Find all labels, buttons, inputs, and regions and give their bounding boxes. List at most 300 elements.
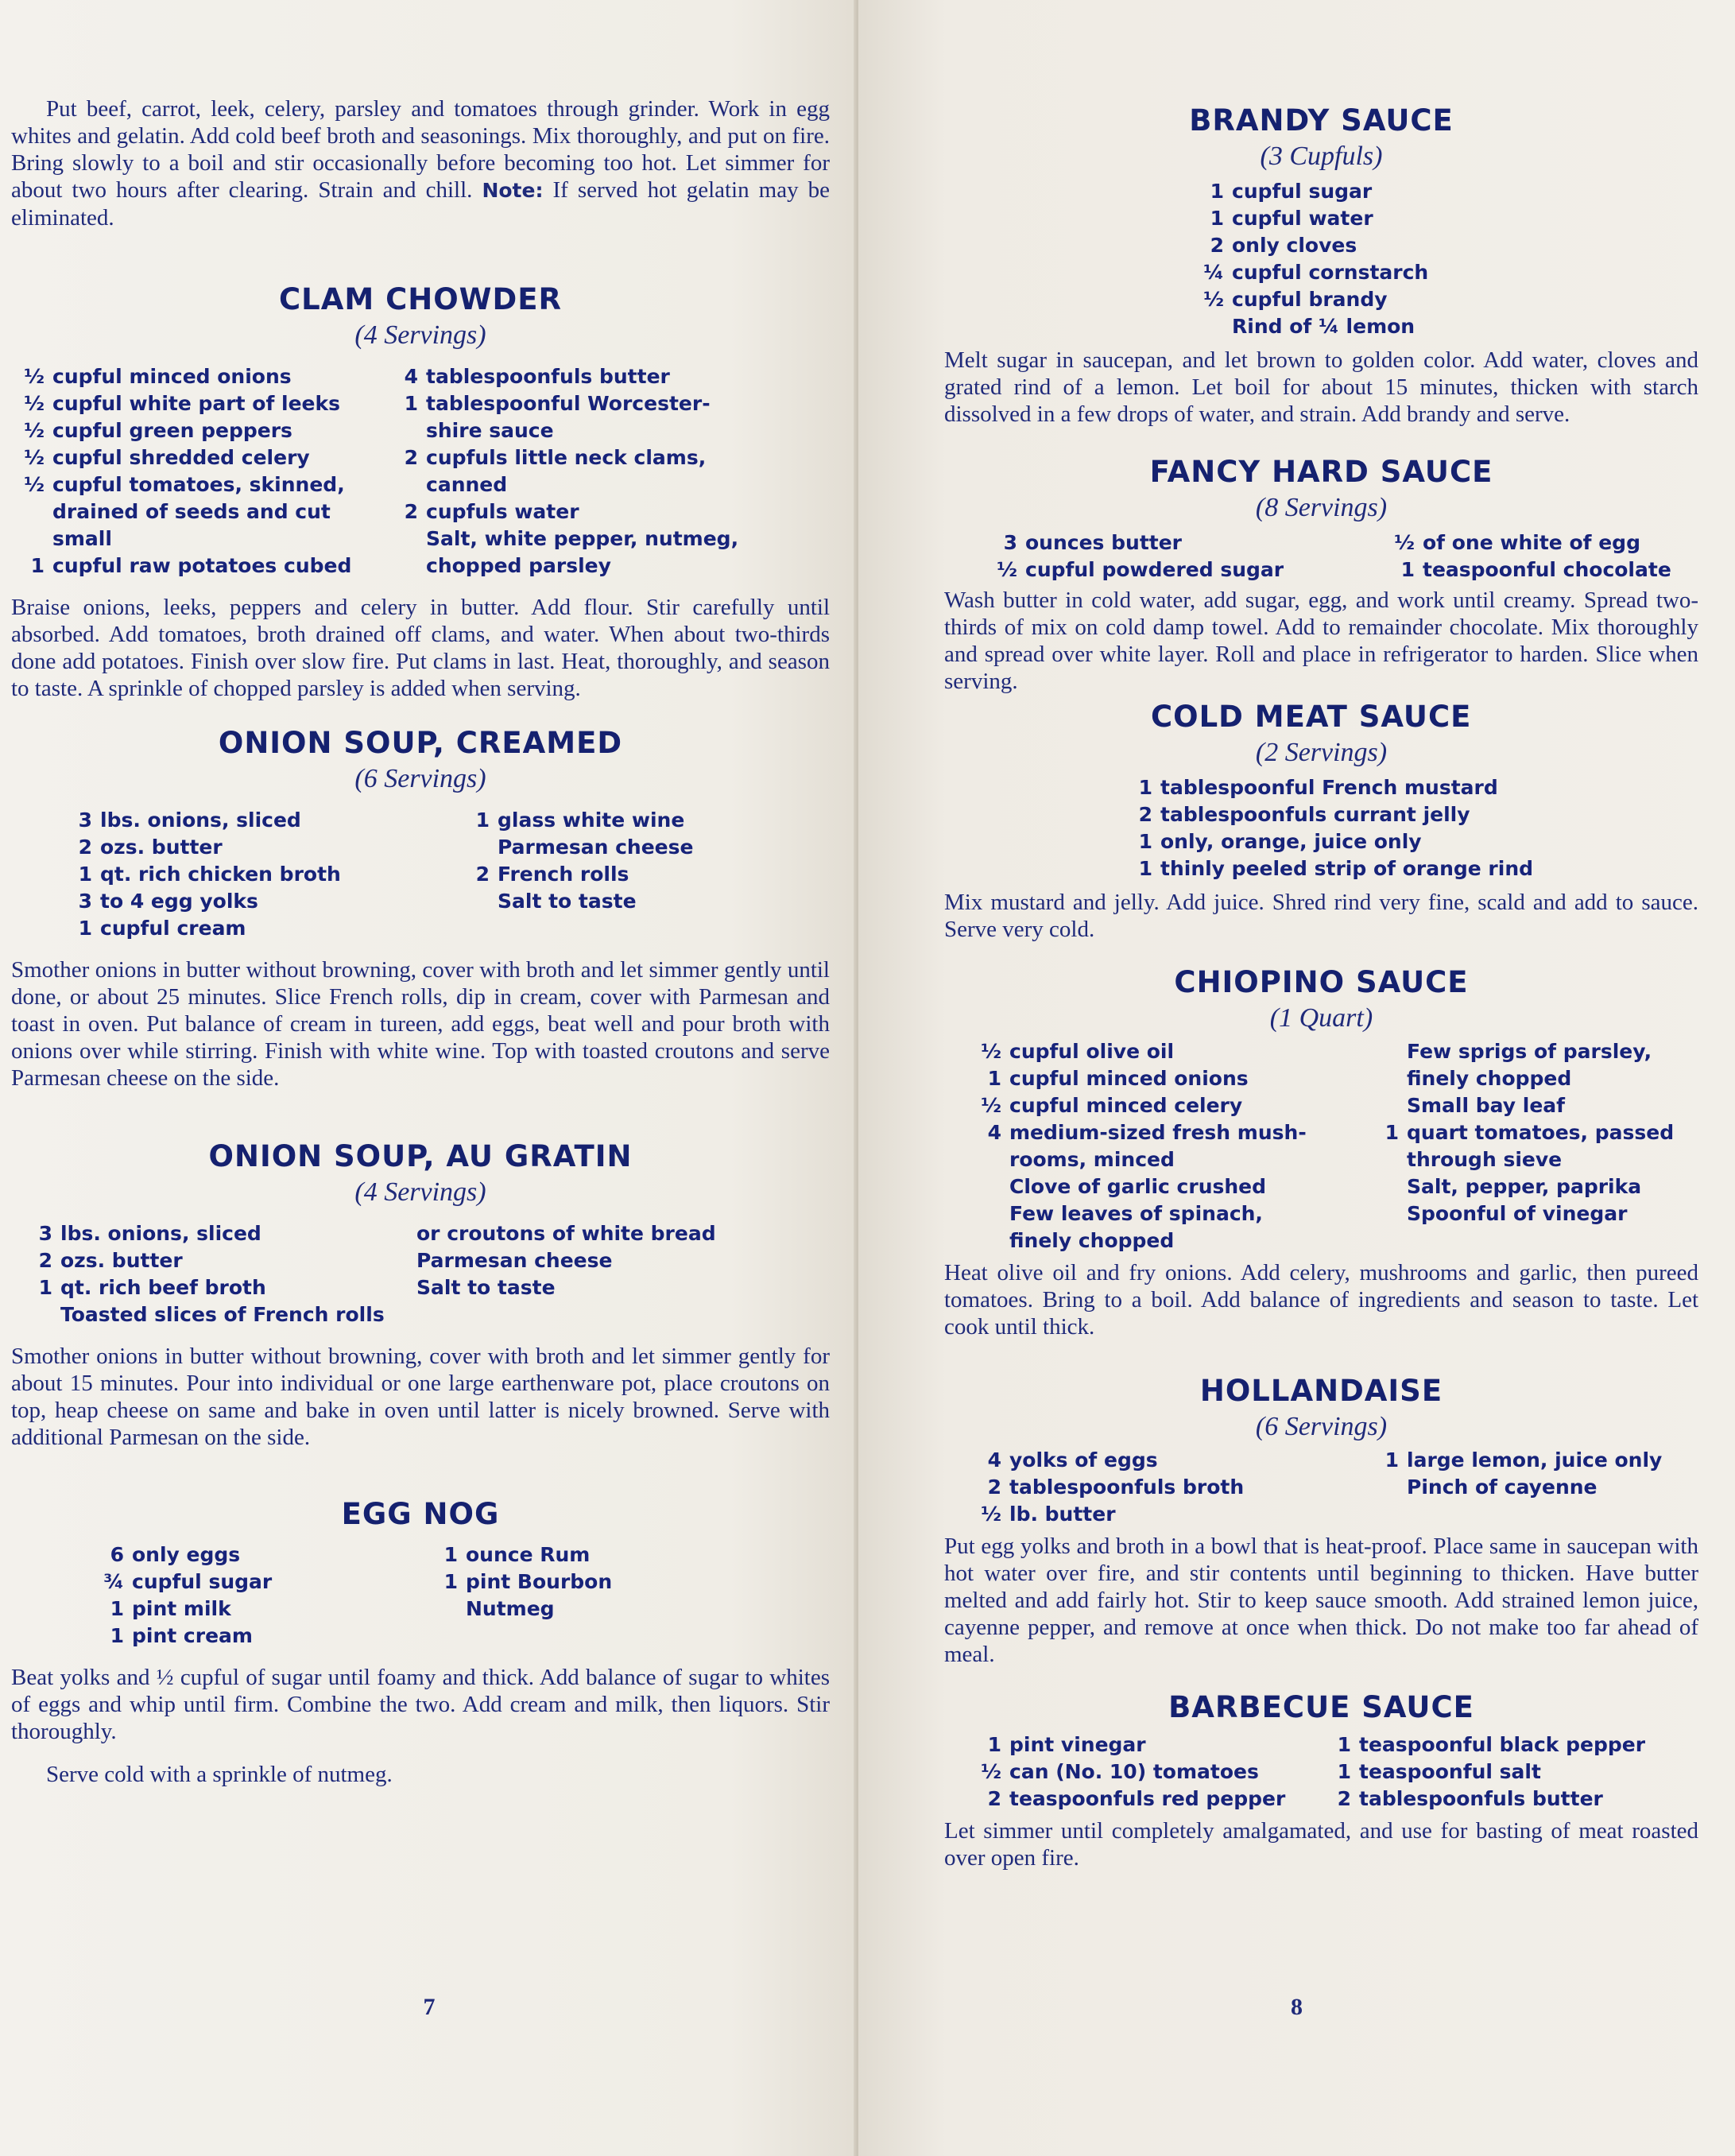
ingredient-line xyxy=(456,807,830,834)
ingredient-text: chopped parsley xyxy=(426,554,611,577)
ingredient-line xyxy=(968,1038,1365,1065)
ingredient-qty xyxy=(968,1173,1009,1200)
ingredient-qty: 1 xyxy=(1210,207,1224,230)
ingredients xyxy=(944,1731,1698,1813)
ingredient-qty: 3 xyxy=(78,890,92,913)
ingredient-text: cupfuls little neck clams, xyxy=(426,446,707,469)
ingredient-line xyxy=(11,363,385,390)
ingredient-qty xyxy=(456,834,498,861)
ingredient-text: Clove of garlic crushed xyxy=(1009,1175,1267,1198)
ingredient-line xyxy=(59,888,456,915)
ingredient-text: cupful white part of leeks xyxy=(52,392,341,415)
recipe-directions: Melt sugar in saucepan, and let brown to golden color. Add water, cloves and grated rind of a lemon. Let boil for about 15 minutes, thicken with starch dissolved in a few drops of water, and strain. Add brandy and serve. xyxy=(944,347,1698,427)
ingredient-qty: 1 xyxy=(1337,1733,1351,1756)
ingredient-line xyxy=(416,1220,830,1247)
recipe-cold-meat-sauce xyxy=(944,700,1698,943)
ingredient-line xyxy=(11,553,385,580)
ingredient-line xyxy=(59,807,456,834)
ingredient-line xyxy=(59,915,456,942)
ingredient-line xyxy=(968,1759,1318,1786)
ingredient-line xyxy=(968,1501,1365,1528)
ingredient-qty: 2 xyxy=(1210,234,1224,257)
serve-note: Serve cold with a sprinkle of nutmeg. xyxy=(46,1762,393,1787)
ingredient-text: shire sauce xyxy=(426,419,554,442)
ingredient-text: tablespoonful Worcester- xyxy=(426,392,711,415)
ingredient-line xyxy=(968,1065,1365,1092)
recipe-servings: (3 Cupfuls) xyxy=(1260,142,1383,171)
ingredient-line xyxy=(416,1274,830,1301)
ingredient-text: only cloves xyxy=(1232,234,1357,257)
ingredients xyxy=(11,1541,830,1650)
ingredient-text: cupful cream xyxy=(100,917,246,940)
ingredient-line xyxy=(1365,1447,1698,1474)
ingredient-line xyxy=(968,1146,1365,1173)
ingredient-line xyxy=(1119,774,1533,801)
ingredient-qty: 2 xyxy=(404,500,418,523)
ingredient-text: tablespoonfuls broth xyxy=(1009,1475,1245,1499)
ingredient-qty xyxy=(424,1596,466,1623)
ingredient-qty xyxy=(1191,313,1232,340)
ingredient-text: can (No. 10) tomatoes xyxy=(1009,1760,1259,1783)
recipe-title: EGG NOG xyxy=(341,1497,500,1531)
ingredient-text: pint milk xyxy=(132,1597,231,1620)
recipe-title: ONION SOUP, CREAMED xyxy=(218,726,623,760)
ingredient-text: medium-sized fresh mush- xyxy=(1009,1121,1307,1144)
ingredient-text: through sieve xyxy=(1407,1148,1563,1171)
ingredient-qty: 1 xyxy=(38,1276,52,1299)
ingredient-text: Spoonful of vinegar xyxy=(1407,1202,1628,1225)
ingredient-text: Pinch of cayenne xyxy=(1407,1475,1598,1499)
ingredient-qty xyxy=(1365,1146,1407,1173)
ingredient-line xyxy=(11,498,385,525)
ingredient-line xyxy=(456,888,830,915)
ingredient-text: cupful powdered sugar xyxy=(1025,558,1284,581)
ingredient-text: Parmesan cheese xyxy=(498,836,694,859)
ingredient-line xyxy=(59,834,456,861)
ingredient-line xyxy=(19,1220,416,1247)
ingredient-text: drained of seeds and cut xyxy=(52,500,331,523)
ingredient-line xyxy=(456,861,830,888)
ingredient-line xyxy=(11,390,385,417)
ingredient-qty xyxy=(19,1301,60,1328)
intro-body: Put beef, carrot, leek, celery, parsley and tomatoes through grinder. Work in egg whites and gelatin. Add cold beef broth and seasonings. Mix thoroughly, and put on fire. Bring slowly to a boil and stir occasionally before becoming too hot. Let simmer for about two hours after clearing. Strain and chill. xyxy=(11,96,830,203)
ingredients xyxy=(11,363,830,580)
ingredient-qty xyxy=(385,417,426,444)
ingredients-col-2 xyxy=(424,1541,830,1650)
ingredient-line xyxy=(1381,529,1698,556)
ingredient-text: of one white of egg xyxy=(1423,531,1640,554)
ingredient-text: cupful minced celery xyxy=(1009,1094,1243,1117)
ingredient-qty: ½ xyxy=(981,1094,1001,1117)
ingredients-col-2 xyxy=(456,807,830,942)
ingredient-qty: 1 xyxy=(1210,180,1224,203)
ingredient-qty: 2 xyxy=(475,863,490,886)
ingredients-col-2 xyxy=(1318,1731,1698,1813)
recipe-title: COLD MEAT SAUCE xyxy=(1151,700,1472,734)
ingredients-col-1 xyxy=(91,1541,424,1650)
ingredient-text: qt. rich chicken broth xyxy=(100,863,341,886)
recipe-directions: Wash butter in cold water, add sugar, egg, and work until creamy. Spread two-thirds of mix on cold damp towel. Add to remainder chocolate. Mix thoroughly and spread over white layer. Roll and place in refrigerator to harden. Slice when serving. xyxy=(944,587,1698,694)
ingredient-line xyxy=(1365,1038,1698,1065)
ingredient-qty xyxy=(385,553,426,580)
recipe-directions: Smother onions in butter without browning, cover with broth and let simmer gently until done, or about 25 minutes. Slice French rolls, dip in cream, cover with Parmesan and toast in oven. Put balance of cream in tureen, add eggs, beat well and pour broth with onions over while stirring. Finish with white wine. Top with toasted croutons and serve Parmesan cheese on the side. xyxy=(11,957,830,1091)
ingredient-qty: ¾ xyxy=(103,1570,124,1593)
recipe-clam-chowder xyxy=(11,282,830,702)
ingredient-text: Few leaves of spinach, xyxy=(1009,1202,1263,1225)
ingredient-text: ozs. butter xyxy=(100,836,223,859)
ingredient-line xyxy=(968,1227,1365,1254)
recipe-directions: Let simmer until completely amalgamated, and use for basting of meat roasted over open fire. xyxy=(944,1818,1698,1871)
ingredients-col-1 xyxy=(1191,178,1428,340)
ingredients-col-1 xyxy=(968,1731,1318,1813)
ingredient-line xyxy=(1119,801,1533,828)
ingredient-qty xyxy=(11,498,52,525)
ingredients-col-1 xyxy=(984,529,1381,584)
ingredient-text: small xyxy=(52,527,112,550)
ingredient-qty xyxy=(1365,1092,1407,1119)
page-7 xyxy=(0,0,858,2156)
ingredient-text: cupfuls water xyxy=(426,500,579,523)
ingredient-line xyxy=(1191,286,1428,313)
ingredient-line xyxy=(968,1173,1365,1200)
ingredient-qty: 1 xyxy=(1385,1448,1399,1472)
ingredients-col-2 xyxy=(1365,1447,1698,1528)
ingredient-qty: 1 xyxy=(110,1624,124,1647)
ingredient-text: teaspoonfuls red pepper xyxy=(1009,1787,1286,1810)
ingredient-line xyxy=(11,525,385,553)
ingredient-qty: 2 xyxy=(1138,803,1152,826)
ingredient-text: lb. butter xyxy=(1009,1503,1116,1526)
ingredient-qty: ½ xyxy=(24,419,45,442)
recipe-servings: (2 Servings) xyxy=(1255,738,1388,767)
ingredient-text: only, orange, juice only xyxy=(1160,830,1422,853)
ingredient-line xyxy=(385,363,830,390)
ingredient-text: ounces butter xyxy=(1025,531,1183,554)
ingredient-text: Toasted slices of French rolls xyxy=(60,1303,385,1326)
ingredient-line xyxy=(968,1200,1365,1227)
ingredient-qty: ¼ xyxy=(1203,261,1224,284)
ingredient-line xyxy=(968,1119,1365,1146)
ingredient-qty: 3 xyxy=(78,808,92,832)
ingredient-line xyxy=(19,1247,416,1274)
ingredient-text: pint Bourbon xyxy=(466,1570,613,1593)
ingredients xyxy=(944,178,1698,340)
ingredient-qty: ½ xyxy=(997,558,1017,581)
ingredient-text: tablespoonfuls butter xyxy=(1359,1787,1603,1810)
recipe-title: HOLLANDAISE xyxy=(1199,1374,1443,1408)
recipe-barbecue-sauce xyxy=(944,1690,1698,1871)
ingredient-line xyxy=(1318,1759,1698,1786)
ingredient-qty: 1 xyxy=(404,392,418,415)
ingredient-qty xyxy=(968,1146,1009,1173)
ingredient-qty xyxy=(968,1227,1009,1254)
recipe-title: BARBECUE SAUCE xyxy=(1168,1690,1474,1724)
ingredient-qty xyxy=(385,471,426,498)
ingredient-line xyxy=(1191,178,1428,205)
ingredient-line xyxy=(1191,232,1428,259)
recipe-directions: Heat olive oil and fry onions. Add celery, mushrooms and garlic, then pureed tomatoes. Bring to a boil. Add balance of ingredients and season to taste. Let cook until thick. xyxy=(944,1260,1698,1340)
ingredient-text: thinly peeled strip of orange rind xyxy=(1160,857,1534,880)
ingredient-qty: 1 xyxy=(30,554,45,577)
recipe-servings: (8 Servings) xyxy=(1255,493,1388,522)
ingredient-qty: ½ xyxy=(1203,288,1224,311)
ingredient-qty: 2 xyxy=(38,1249,52,1272)
ingredients-col-2 xyxy=(385,363,830,580)
ingredient-text: large lemon, juice only xyxy=(1407,1448,1663,1472)
ingredient-qty: 6 xyxy=(110,1543,124,1566)
ingredient-text: pint vinegar xyxy=(1009,1733,1146,1756)
ingredient-text: teaspoonful black pepper xyxy=(1359,1733,1646,1756)
ingredient-qty xyxy=(1365,1065,1407,1092)
recipe-brandy-sauce xyxy=(944,103,1698,428)
ingredient-line xyxy=(1365,1092,1698,1119)
ingredient-text: cupful tomatoes, skinned, xyxy=(52,473,345,496)
ingredient-text: cupful shredded celery xyxy=(52,446,310,469)
ingredient-qty: 3 xyxy=(1003,531,1017,554)
ingredient-text: Few sprigs of parsley, xyxy=(1407,1040,1652,1063)
ingredient-text: rooms, minced xyxy=(1009,1148,1175,1171)
ingredient-text: qt. rich beef broth xyxy=(60,1276,266,1299)
ingredient-qty xyxy=(1365,1173,1407,1200)
page-number: 8 xyxy=(1291,1994,1303,2020)
intro-text xyxy=(11,95,830,231)
ingredient-qty: 1 xyxy=(1337,1760,1351,1783)
ingredient-line xyxy=(1365,1146,1698,1173)
ingredient-text: cupful olive oil xyxy=(1009,1040,1175,1063)
recipe-title: CLAM CHOWDER xyxy=(279,282,562,316)
recipe-onion-soup-au-gratin xyxy=(11,1139,830,1451)
ingredients-col-2 xyxy=(416,1220,830,1328)
ingredient-qty: 1 xyxy=(78,863,92,886)
ingredient-text: Small bay leaf xyxy=(1407,1094,1566,1117)
ingredient-line xyxy=(91,1596,424,1623)
ingredients xyxy=(944,1447,1698,1528)
ingredient-line xyxy=(1191,313,1428,340)
ingredient-qty: 1 xyxy=(110,1597,124,1620)
ingredient-text: tablespoonfuls butter xyxy=(426,365,670,388)
ingredient-text: cupful minced onions xyxy=(1009,1067,1249,1090)
recipe-onion-soup-creamed xyxy=(11,726,830,1092)
ingredient-qty xyxy=(1365,1038,1407,1065)
recipe-directions: Mix mustard and jelly. Add juice. Shred rind very fine, scald and add to sauce. Serve very cold. xyxy=(944,890,1698,942)
ingredient-text: Salt, pepper, paprika xyxy=(1407,1175,1642,1198)
page-number: 7 xyxy=(423,1994,436,2020)
ingredient-text: cupful sugar xyxy=(132,1570,273,1593)
ingredient-text: teaspoonful salt xyxy=(1359,1760,1541,1783)
ingredient-qty: 1 xyxy=(1138,776,1152,799)
ingredient-line xyxy=(1381,556,1698,584)
ingredient-text: finely chopped xyxy=(1009,1229,1175,1252)
ingredients xyxy=(944,1038,1698,1254)
ingredients-col-1 xyxy=(59,807,456,942)
ingredient-qty: 2 xyxy=(78,836,92,859)
ingredient-text: ounce Rum xyxy=(466,1543,591,1566)
ingredient-text: Salt to taste xyxy=(416,1276,556,1299)
ingredient-text: tablespoonful French mustard xyxy=(1160,776,1498,799)
ingredient-qty: 1 xyxy=(475,808,490,832)
ingredient-text: tablespoonfuls currant jelly xyxy=(1160,803,1470,826)
recipe-servings: (1 Quart) xyxy=(1269,1003,1373,1033)
ingredient-line xyxy=(385,471,830,498)
ingredient-text: Nutmeg xyxy=(466,1597,555,1620)
ingredients xyxy=(944,774,1698,882)
ingredient-text: canned xyxy=(426,473,508,496)
ingredients xyxy=(11,807,830,942)
ingredient-line xyxy=(1365,1119,1698,1146)
ingredient-text: teaspoonful chocolate xyxy=(1423,558,1671,581)
ingredient-line xyxy=(385,417,830,444)
ingredients xyxy=(11,1220,830,1328)
ingredients-col-1 xyxy=(968,1447,1365,1528)
recipe-chiopino-sauce xyxy=(944,965,1698,1340)
ingredient-qty: 2 xyxy=(987,1787,1001,1810)
ingredient-qty: ½ xyxy=(24,392,45,415)
ingredient-text: cupful green peppers xyxy=(52,419,292,442)
ingredient-line xyxy=(968,1447,1365,1474)
page-8 xyxy=(858,0,1735,2156)
ingredient-qty: 1 xyxy=(1138,857,1152,880)
recipe-title: BRANDY SAUCE xyxy=(1189,103,1454,138)
ingredient-line xyxy=(11,417,385,444)
ingredient-text: or croutons of white bread xyxy=(416,1222,716,1245)
ingredient-text: cupful water xyxy=(1232,207,1373,230)
ingredient-qty: ½ xyxy=(24,473,45,496)
ingredients-col-2 xyxy=(1365,1038,1698,1254)
ingredient-line xyxy=(1318,1731,1698,1759)
ingredient-qty xyxy=(1365,1474,1407,1501)
ingredients-col-2 xyxy=(1381,529,1698,584)
ingredient-line xyxy=(1119,828,1533,855)
recipe-egg-nog xyxy=(11,1497,830,1788)
ingredient-text: finely chopped xyxy=(1407,1067,1572,1090)
ingredient-qty: ½ xyxy=(981,1503,1001,1526)
ingredient-text: lbs. onions, sliced xyxy=(100,808,301,832)
ingredient-qty: 1 xyxy=(443,1570,458,1593)
recipe-servings: (6 Servings) xyxy=(1255,1412,1388,1441)
ingredient-line xyxy=(91,1541,424,1569)
ingredient-line xyxy=(984,556,1381,584)
ingredients-col-1 xyxy=(1119,774,1533,882)
ingredient-line xyxy=(385,444,830,471)
ingredient-line xyxy=(11,444,385,471)
ingredient-qty: 1 xyxy=(1385,1121,1399,1144)
ingredient-qty: 1 xyxy=(987,1067,1001,1090)
ingredient-line xyxy=(385,553,830,580)
ingredient-qty: 1 xyxy=(1400,558,1415,581)
ingredient-text: to 4 egg yolks xyxy=(100,890,258,913)
ingredient-qty: ½ xyxy=(1394,531,1415,554)
ingredient-qty: 1 xyxy=(443,1543,458,1566)
ingredient-text: cupful minced onions xyxy=(52,365,292,388)
ingredient-text: Parmesan cheese xyxy=(416,1249,613,1272)
ingredient-text: cupful cornstarch xyxy=(1232,261,1429,284)
ingredient-qty: 1 xyxy=(78,917,92,940)
ingredients-col-1 xyxy=(19,1220,416,1328)
ingredient-line xyxy=(424,1541,830,1569)
ingredient-qty xyxy=(456,888,498,915)
ingredient-text: cupful brandy xyxy=(1232,288,1388,311)
ingredient-qty xyxy=(385,525,426,553)
ingredient-text: lbs. onions, sliced xyxy=(60,1222,261,1245)
ingredient-line xyxy=(11,471,385,498)
recipe-directions: Smother onions in butter without browning, cover with broth and let simmer gently for about 15 minutes. Pour into individual or one large earthenware pot, place croutons on top, heap cheese on same and bake in oven until latter is nicely browned. Serve with additional Parmesan on the side. xyxy=(11,1344,830,1450)
ingredient-qty: 4 xyxy=(987,1121,1001,1144)
ingredients-col-1 xyxy=(11,363,385,580)
ingredient-line xyxy=(968,1786,1318,1813)
ingredient-qty: ½ xyxy=(981,1760,1001,1783)
ingredient-qty xyxy=(1365,1200,1407,1227)
ingredient-line xyxy=(59,861,456,888)
ingredient-line xyxy=(1365,1065,1698,1092)
ingredient-line xyxy=(1365,1173,1698,1200)
ingredient-line xyxy=(416,1247,830,1274)
ingredient-line xyxy=(424,1569,830,1596)
ingredient-line xyxy=(1119,855,1533,882)
recipe-directions: Put egg yolks and broth in a bowl that is heat-proof. Place same in saucepan with hot water over fire, and stir contents until beginning to thicken. Have butter melted and add fairly hot. Stir to keep sauce smooth. Add strained lemon juice, cayenne pepper, and remove at once when thick. Do not make too far ahead of meal. xyxy=(944,1534,1698,1667)
ingredient-text: only eggs xyxy=(132,1543,241,1566)
ingredient-line xyxy=(456,834,830,861)
ingredient-text: yolks of eggs xyxy=(1009,1448,1158,1472)
note-label: Note: xyxy=(482,179,544,202)
recipe-fancy-hard-sauce xyxy=(944,455,1698,695)
ingredient-line xyxy=(968,1474,1365,1501)
ingredient-qty: 3 xyxy=(38,1222,52,1245)
recipe-servings: (4 Servings) xyxy=(354,1177,486,1207)
ingredient-line xyxy=(984,529,1381,556)
recipe-title: FANCY HARD SAUCE xyxy=(1149,455,1493,489)
recipe-hollandaise xyxy=(944,1374,1698,1668)
ingredient-text: cupful raw potatoes cubed xyxy=(52,554,352,577)
ingredient-line xyxy=(1191,205,1428,232)
ingredient-qty: 2 xyxy=(404,446,418,469)
intro-section xyxy=(11,95,830,231)
ingredient-line xyxy=(385,390,830,417)
ingredient-qty xyxy=(11,525,52,553)
ingredient-text: Salt, white pepper, nutmeg, xyxy=(426,527,739,550)
recipe-servings: (4 Servings) xyxy=(354,320,486,350)
ingredients xyxy=(944,529,1698,584)
ingredient-line xyxy=(1191,259,1428,286)
ingredient-line xyxy=(19,1274,416,1301)
ingredient-text: pint cream xyxy=(132,1624,253,1647)
ingredient-line xyxy=(19,1301,416,1328)
ingredient-line xyxy=(968,1731,1318,1759)
ingredient-qty: 1 xyxy=(1138,830,1152,853)
ingredient-line xyxy=(91,1569,424,1596)
ingredient-qty xyxy=(968,1200,1009,1227)
ingredient-text: Salt to taste xyxy=(498,890,637,913)
note-text: If served hot gelatin may be eliminated. xyxy=(11,177,831,231)
ingredient-text: French rolls xyxy=(498,863,629,886)
ingredient-text: cupful sugar xyxy=(1232,180,1373,203)
recipe-directions: Braise onions, leeks, peppers and celery in butter. Add flour. Stir carefully until absorbed. Add tomatoes, broth drained off clams, and water. When about two-thirds done add potatoes. Finish over slow fire. Put clams in last. Heat, thoroughly, and season to taste. A sprinkle of chopped parsley is added when serving. xyxy=(11,595,830,701)
recipe-title: CHIOPINO SAUCE xyxy=(1174,965,1469,999)
ingredient-qty: ½ xyxy=(24,446,45,469)
recipe-title: ONION SOUP, AU GRATIN xyxy=(208,1139,633,1173)
recipe-servings: (6 Servings) xyxy=(354,764,486,793)
ingredient-line xyxy=(91,1623,424,1650)
ingredient-qty: 1 xyxy=(987,1733,1001,1756)
recipe-directions: Beat yolks and ½ cupful of sugar until foamy and thick. Add balance of sugar to whites of eggs and whip until firm. Combine the two. Add cream and milk, then liquors. Stir thoroughly. xyxy=(11,1665,830,1744)
ingredient-line xyxy=(424,1596,830,1623)
ingredient-line xyxy=(1365,1474,1698,1501)
ingredient-text: quart tomatoes, passed xyxy=(1407,1121,1675,1144)
ingredient-line xyxy=(385,525,830,553)
ingredient-qty: ½ xyxy=(24,365,45,388)
ingredient-line xyxy=(968,1092,1365,1119)
ingredient-qty: 2 xyxy=(1337,1787,1351,1810)
ingredient-qty: 4 xyxy=(404,365,418,388)
